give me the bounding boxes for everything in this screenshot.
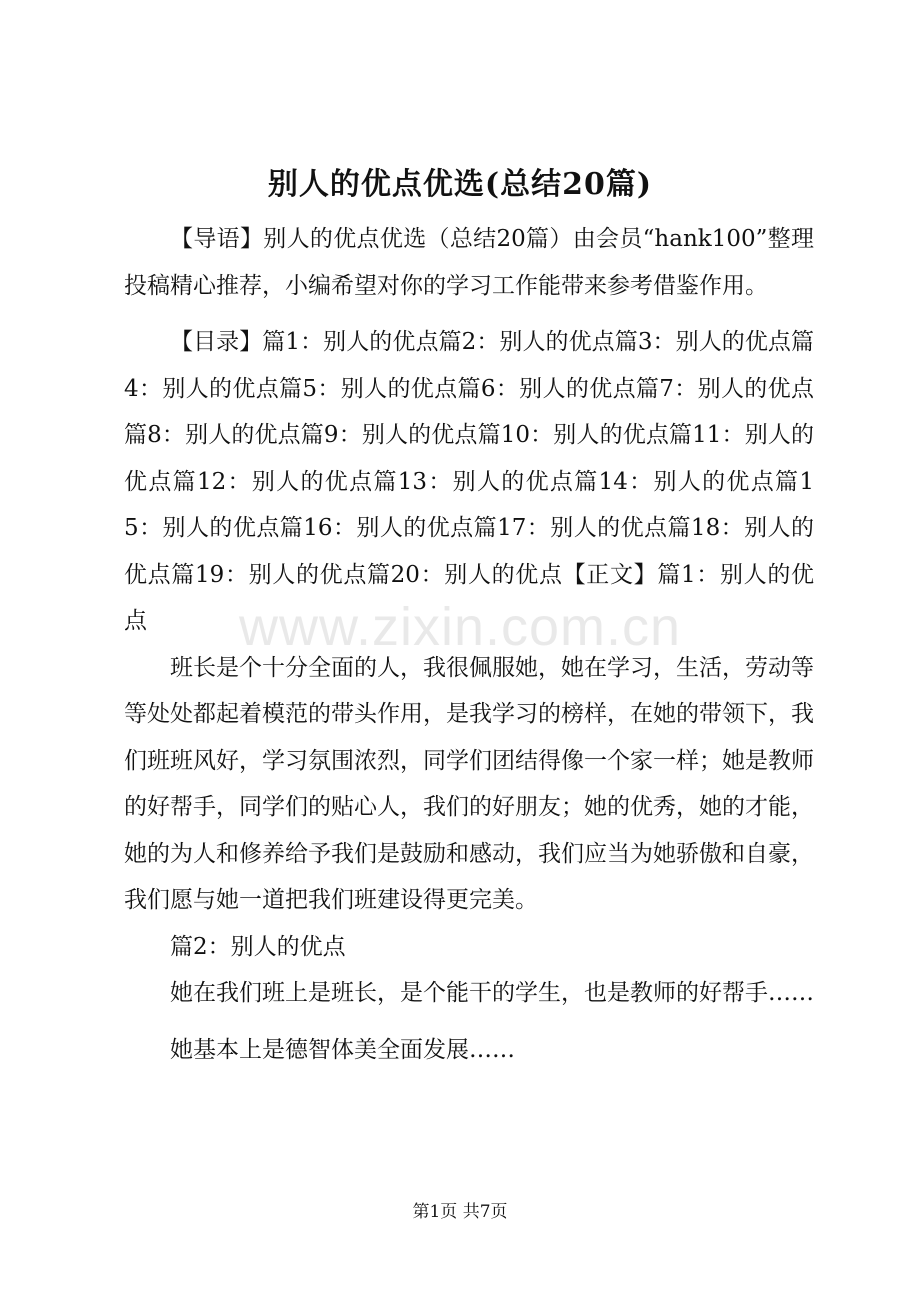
toc-paragraph: 【目录】篇1：别人的优点篇2：别人的优点篇3：别人的优点篇4：别人的优点篇5：别人的优点篇6：别人的优点篇7：别人的优点篇8：别人的优点篇9：别人的优点篇10：别人的优点篇11：别人的优点篇12：别人的优点篇13：别人的优点篇14：别人的优点篇15：别人的优点篇16：别人的优点篇17：别人的优点篇18：别人的优点篇19：别人的优点篇20：别人的优点【正文】篇1：别人的优点 xyxy=(124,329,814,634)
page-footer: 第1页 共7页 xyxy=(412,1202,508,1222)
body-paragraph: 她在我们班上是班长，是个能干的学生，也是教师的好帮手…… xyxy=(170,980,814,1006)
document-body xyxy=(124,216,814,1073)
body-paragraph: 她基本上是德智体美全面发展…… xyxy=(170,1036,515,1063)
document-title: 别人的优点优选(总结20篇) xyxy=(267,167,653,202)
watermark: www.zixin.com.cn xyxy=(238,597,682,657)
body-paragraph: 班长是个十分全面的人，我很佩服她，她在学习，生活，劳动等等处处都起着模范的带头作用，是我学习的榜样，在她的带领下，我们班班风好，学习氛围浓烈，同学们团结得像一个家一样；她是教师的好帮手，同学们的贴心人，我们的好朋友；她的优秀，她的才能，她的为人和修养给予我们是鼓励和感动，我们应当为她骄傲和自豪，我们愿与她一道把我们班建设得更完美。 xyxy=(124,654,814,913)
section-heading: 篇2：别人的优点 xyxy=(170,933,346,960)
intro-paragraph: 【导语】别人的优点优选（总结20篇）由会员“hank100”整理投稿精心推荐，小编希望对你的学习工作能带来参考借鉴作用。 xyxy=(124,226,814,299)
